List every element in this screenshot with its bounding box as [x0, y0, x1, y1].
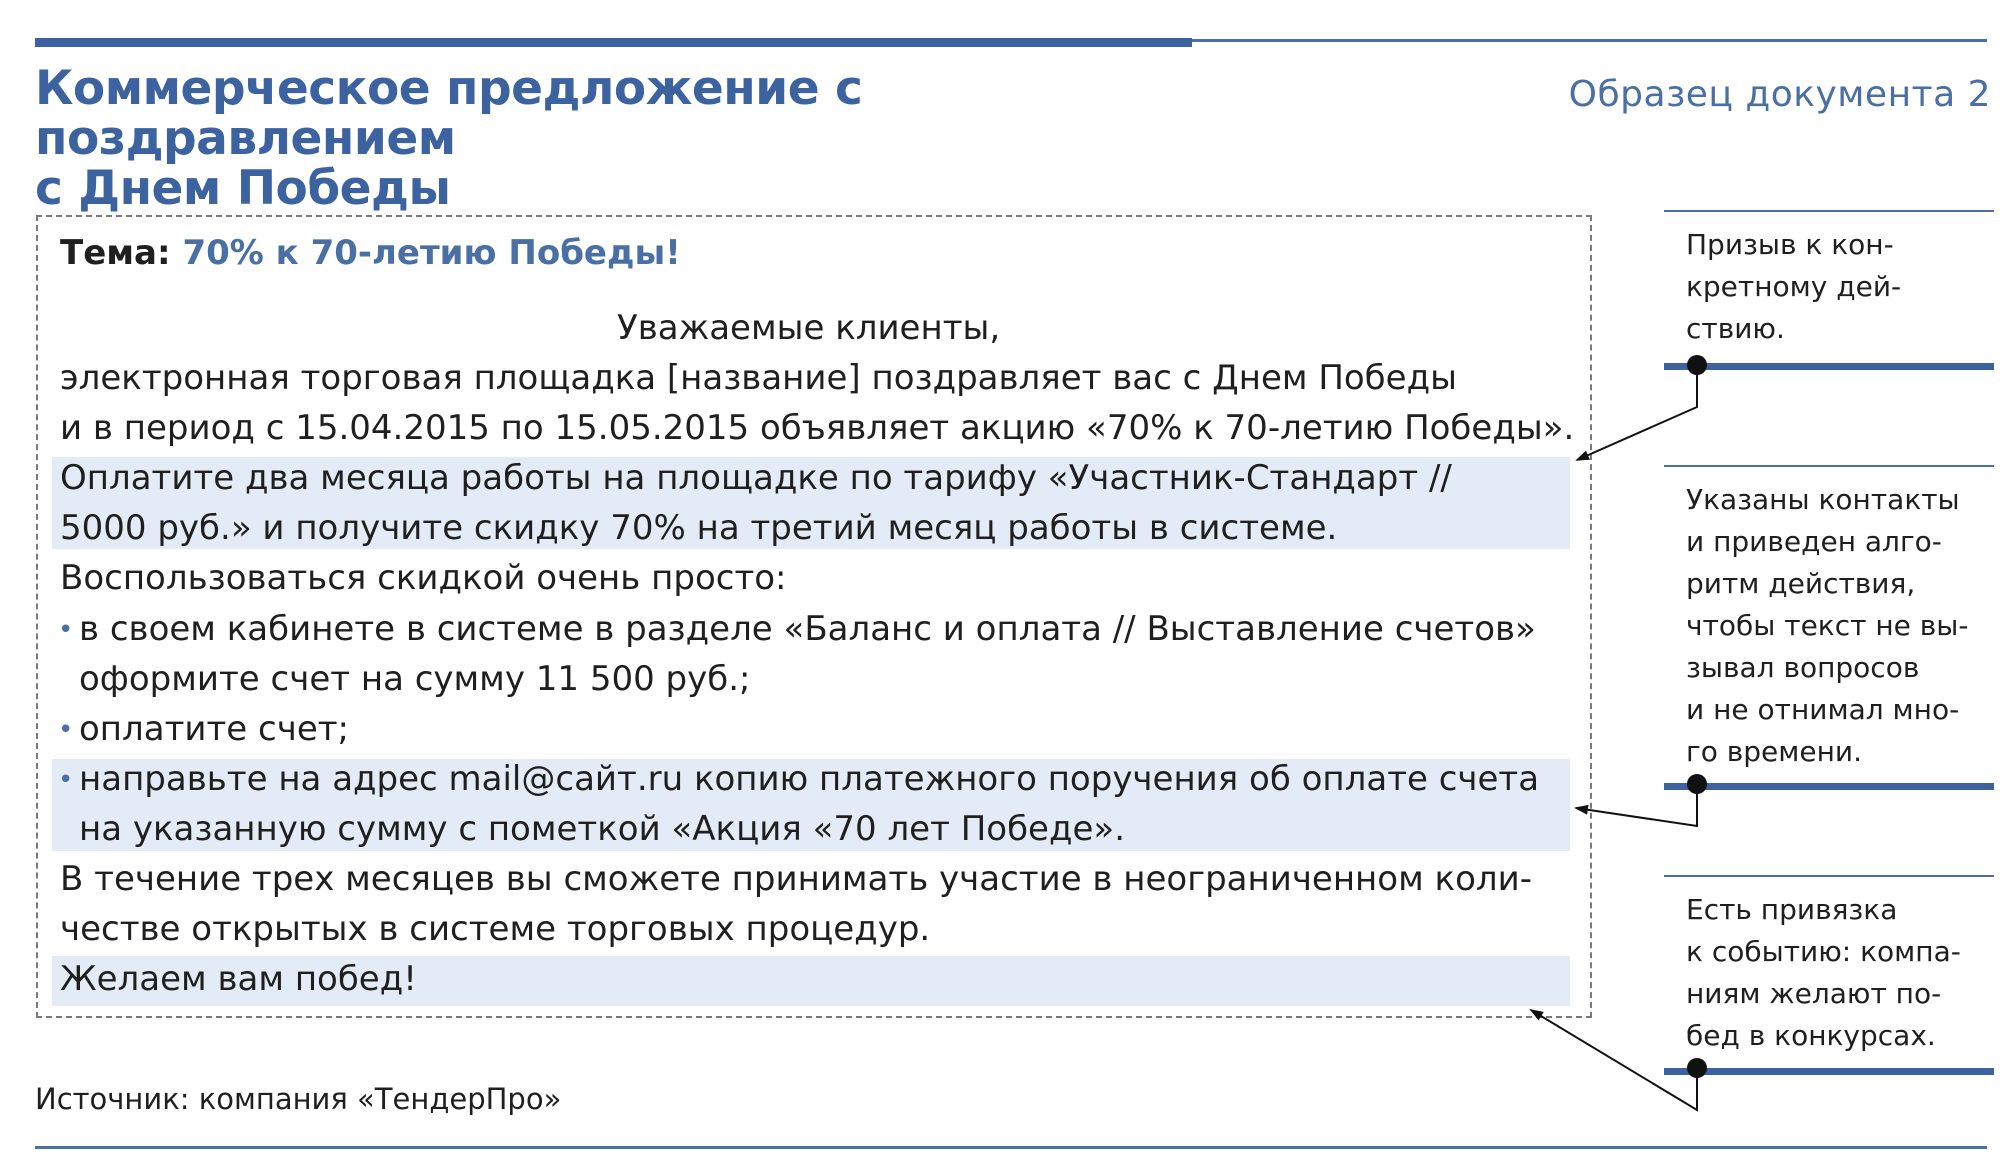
- bullet-marker: •: [58, 765, 74, 795]
- bullet-item: в своем кабинете в системе в разделе «Баланс и оплата // Выставление счетов»: [79, 609, 1536, 649]
- letter-greeting: Уважаемые клиенты,: [617, 308, 1001, 348]
- connector-contacts: [1576, 774, 1707, 826]
- connector-line: [1576, 784, 1697, 826]
- connector-line: [1577, 365, 1697, 460]
- letter-closing-line: В течение трех месяцев вы сможете принимать участие в неограниченном коли-: [60, 859, 1532, 899]
- bullet-marker: •: [58, 715, 74, 745]
- document-label: Образец документа 2: [1568, 74, 1991, 115]
- note-text: Призыв к кон- кретному дей- ствию.: [1686, 228, 1902, 345]
- letter-line: Оплатите два месяца работы на площадке по тарифу «Участник-Стандарт //: [60, 458, 1452, 498]
- letter-closing-line: честве открытых в системе торговых процедур.: [60, 909, 931, 949]
- connector-event: [1531, 1010, 1707, 1110]
- bullet-item: направьте на адрес mail@сайт.ru копию платежного поручения об оплате счета: [79, 759, 1540, 799]
- subject-label: Тема:: [60, 233, 171, 273]
- connector-call-to-action: [1577, 355, 1707, 460]
- letter-line: электронная торговая площадка [название] поздравляет вас с Днем Победы: [60, 358, 1457, 398]
- letter-line: 5000 руб.» и получите скидку 70% на третий месяц работы в системе.: [60, 508, 1338, 548]
- bullet-item-continuation: на указанную сумму с пометкой «Акция «70 лет Победе».: [79, 809, 1125, 849]
- letter-line: и в период с 15.04.2015 по 15.05.2015 объявляет акцию «70% к 70-летию Победы».: [60, 408, 1575, 448]
- connector-line: [1531, 1010, 1697, 1110]
- bullet-item-continuation: оформите счет на сумму 11 500 руб.;: [79, 659, 751, 699]
- bullet-marker: •: [58, 615, 74, 645]
- title-line-2: с Днем Победы: [35, 161, 451, 216]
- letter-closing-line: Желаем вам побед!: [60, 959, 417, 999]
- source-caption: Источник: компания «ТендерПро»: [35, 1082, 562, 1116]
- bottom-rule: [35, 1146, 1987, 1149]
- title-line-1: Коммерческое предложение с поздравлением: [35, 61, 863, 166]
- subject-text: 70% к 70-летию Победы!: [182, 233, 681, 273]
- note-text: Есть привязка к событию: компа- ниям желают по- бед в конкурсах.: [1686, 893, 1961, 1052]
- note-text: Указаны контакты и приведен алго- ритм действия, чтобы текст не вы- зывал вопросов и не отнимал мно- го времени.: [1686, 483, 1969, 768]
- letter-line: Воспользоваться скидкой очень просто:: [60, 558, 787, 598]
- bullet-item: оплатите счет;: [79, 709, 349, 749]
